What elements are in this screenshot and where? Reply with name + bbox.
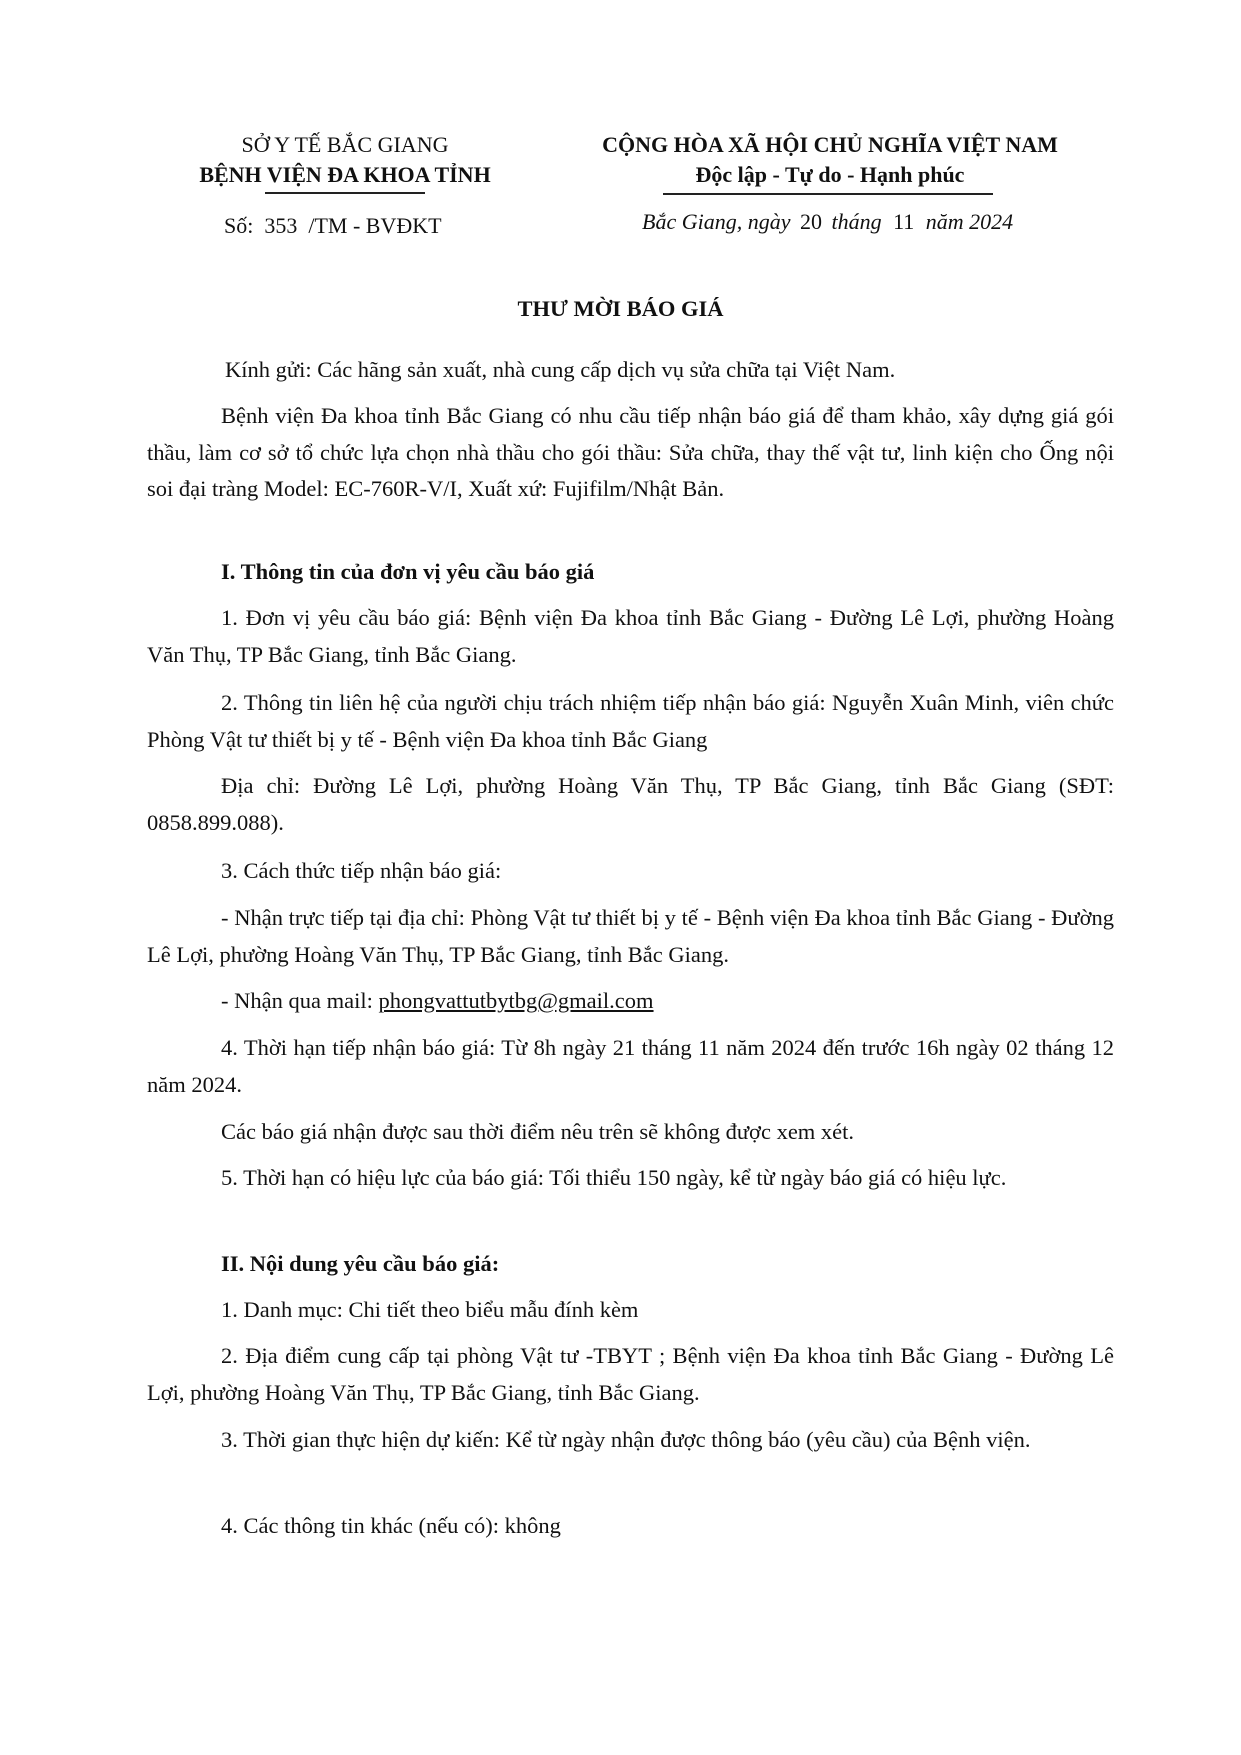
document-number-prefix: Số: — [224, 213, 254, 238]
date-month: 11 — [893, 209, 915, 234]
intro-text: Bệnh viện Đa khoa tỉnh Bắc Giang có nhu cầu tiếp nhận báo giá để tham khảo, xây dựng giá gói thầu, làm cơ sở tổ chức lựa chọn nhà thầu cho gói thầu: Sửa chữa, thay thế vật tư, linh kiện cho Ống nội soi đại tràng Model: EC-760R-V/I, Xuất xứ: Fujifilm/Nhật Bản. — [147, 403, 1114, 501]
section2-item4 — [147, 1508, 1114, 1544]
section2-item1-text: 1. Danh mục: Chi tiết theo biểu mẫu đính kèm — [221, 1297, 639, 1322]
greeting — [147, 352, 1114, 388]
document-title: THƯ MỜI BÁO GIÁ — [517, 296, 724, 321]
section1-item2-text: 2. Thông tin liên hệ của người chịu trách nhiệm tiếp nhận báo giá: Nguyễn Xuân Minh, viên chức Phòng Vật tư thiết bị y tế - Bệnh viện Đa khoa tỉnh Bắc Giang — [147, 690, 1114, 752]
section1-item5 — [147, 1160, 1114, 1197]
section2-item3 — [147, 1422, 1114, 1459]
section1-item3b — [147, 983, 1114, 1019]
date-day: 20 — [799, 209, 822, 234]
section1-item5-text: 5. Thời hạn có hiệu lực của báo giá: Tối thiểu 150 ngày, kể từ ngày báo giá có hiệu lực. — [221, 1165, 1007, 1190]
section2-item2 — [147, 1338, 1114, 1411]
section1-heading — [147, 554, 1114, 590]
national-motto-underline — [663, 193, 993, 195]
section2-item3-text: 3. Thời gian thực hiện dự kiến: Kể từ ngày nhận được thông báo (yêu cầu) của Bệnh viện. — [221, 1427, 1031, 1452]
email-link[interactable]: phongvattutbytbg@gmail.com — [378, 988, 654, 1013]
section2-item2-text: 2. Địa điểm cung cấp tại phòng Vật tư -TBYT ; Bệnh viện Đa khoa tỉnh Bắc Giang - Đường Lê Lợi, phường Hoàng Văn Thụ, TP Bắc Giang, tỉnh Bắc Giang. — [147, 1343, 1114, 1405]
national-motto: Độc lập - Tự do - Hạnh phúc — [695, 162, 965, 187]
email-label: - Nhận qua mail: — [221, 988, 373, 1013]
document-date — [642, 208, 1013, 236]
section1-item1 — [147, 600, 1114, 673]
section1-note — [147, 1114, 1114, 1150]
national-title: CỘNG HÒA XÃ HỘI CHỦ NGHĨA VIỆT NAM — [602, 132, 1058, 157]
section2-heading-text: II. Nội dung yêu cầu báo giá: — [221, 1251, 500, 1276]
section2-item1 — [147, 1292, 1114, 1328]
section1-item3-text: 3. Cách thức tiếp nhận báo giá: — [221, 858, 502, 883]
section1-item1-text: 1. Đơn vị yêu cầu báo giá: Bệnh viện Đa khoa tỉnh Bắc Giang - Đường Lê Lợi, phường Hoàng Văn Thụ, TP Bắc Giang, tỉnh Bắc Giang. — [147, 605, 1114, 667]
document-number — [224, 212, 442, 240]
section1-address — [147, 768, 1114, 841]
intro-paragraph — [147, 398, 1114, 508]
date-month-label: tháng — [831, 209, 882, 234]
hospital-name-underline — [265, 192, 425, 194]
agency-name: SỞ Y TẾ BẮC GIANG — [241, 132, 449, 157]
section1-item2 — [147, 685, 1114, 758]
section1-item4 — [147, 1030, 1114, 1103]
hospital-name: BỆNH VIỆN ĐA KHOA TỈNH — [199, 162, 491, 187]
section1-item3a-text: - Nhận trực tiếp tại địa chỉ: Phòng Vật tư thiết bị y tế - Bệnh viện Đa khoa tỉnh Bắc Giang - Đường Lê Lợi, phường Hoàng Văn Thụ, TP Bắc Giang, tỉnh Bắc Giang. — [147, 905, 1114, 967]
section1-item3 — [147, 853, 1114, 889]
section1-address-text: Địa chỉ: Đường Lê Lợi, phường Hoàng Văn Thụ, TP Bắc Giang, tỉnh Bắc Giang (SĐT: 0858.899.088). — [147, 773, 1114, 835]
document-number-value: 353 — [264, 213, 298, 238]
section2-heading — [147, 1246, 1114, 1282]
date-year: năm 2024 — [925, 209, 1014, 234]
section1-note-text: Các báo giá nhận được sau thời điểm nêu trên sẽ không được xem xét. — [221, 1119, 855, 1144]
date-prefix: Bắc Giang, ngày — [642, 209, 791, 234]
greeting-text: Kính gửi: Các hãng sản xuất, nhà cung cấp dịch vụ sửa chữa tại Việt Nam. — [225, 357, 896, 382]
section1-heading-text: I. Thông tin của đơn vị yêu cầu báo giá — [221, 559, 595, 584]
section1-item4-text: 4. Thời hạn tiếp nhận báo giá: Từ 8h ngày 21 tháng 11 năm 2024 đến trước 16h ngày 02 tháng 12 năm 2024. — [147, 1035, 1114, 1097]
section2-item4-text: 4. Các thông tin khác (nếu có): không — [221, 1513, 561, 1538]
document-number-suffix: /TM - BVĐKT — [308, 213, 442, 238]
section1-item3a — [147, 900, 1114, 973]
